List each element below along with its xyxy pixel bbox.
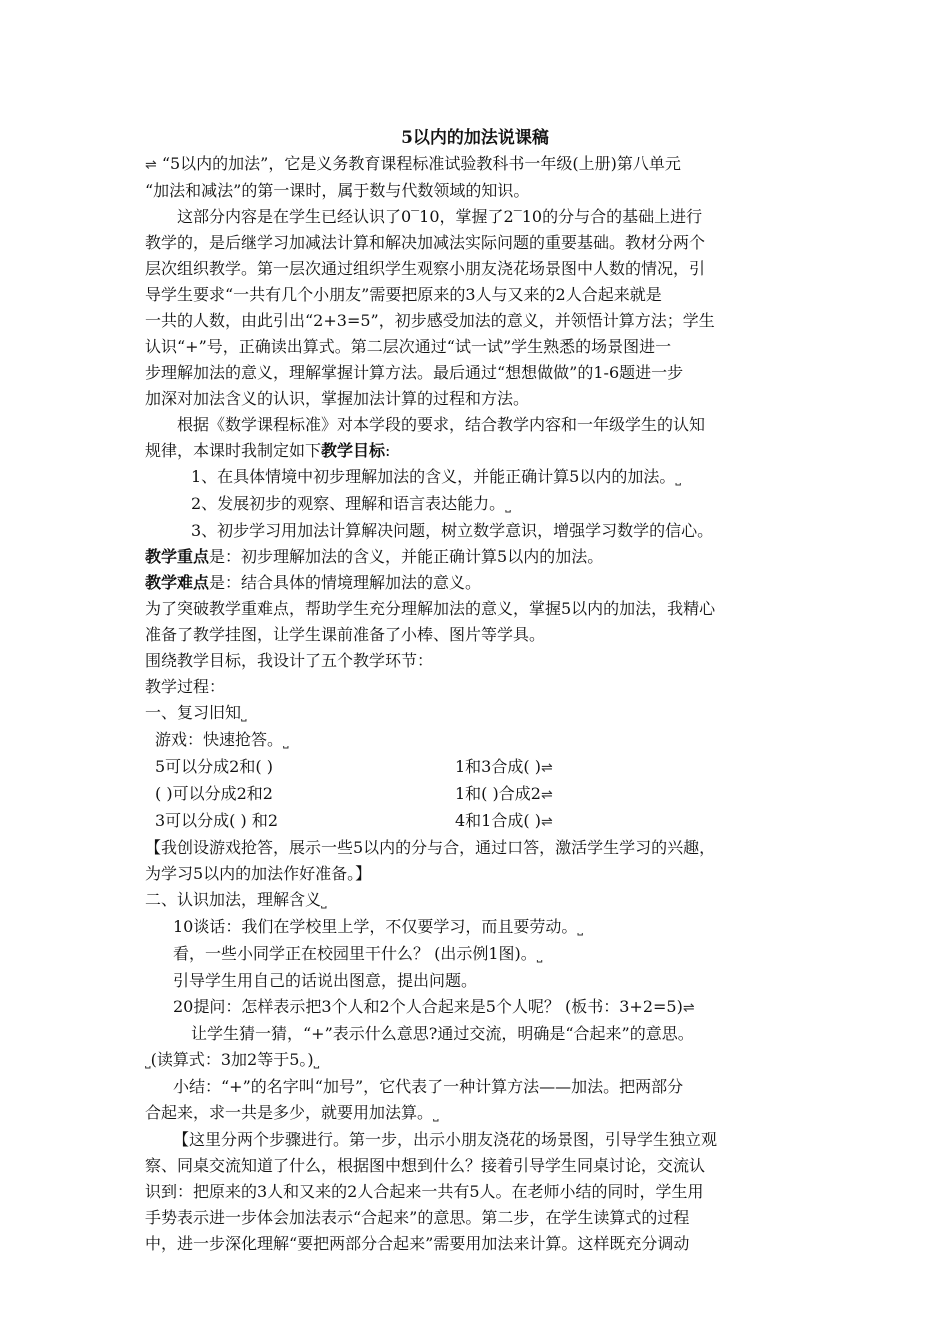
goal-1: 1、在具体情境中初步理解加法的含义，并能正确计算5以内的加法。⎵: [191, 467, 681, 486]
exercise-cell: 1和3合成( )⇌: [455, 757, 553, 776]
exercise-cell: 4和1合成( )⇌: [455, 811, 553, 830]
process-label: 教学过程：: [145, 677, 226, 696]
para2-line-1: 根据《数学课程标准》对本学段的要求，结合教学内容和一年级学生的认知: [177, 415, 706, 434]
game-line: 游戏：快速抢答。⎵: [155, 730, 289, 749]
goal-2: 2、发展初步的观察、理解和语言表达能力。⎵: [191, 494, 511, 513]
intro-line-1: ⇌ “5以内的加法”，它是义务教育课程标准试验教科书一年级(上册)第八单元: [145, 154, 681, 173]
note2-line-4: 手势表示进一步体会加法表示“合起来”的意思。第二步，在学生读算式的过程: [145, 1208, 690, 1227]
exercise-row-1: [145, 754, 810, 781]
section-1-heading: 一、复习旧知⎵: [145, 703, 247, 722]
paragraph-mark-icon: ⎵: [321, 893, 327, 909]
para1-line-5: 一共的人数，由此引出“2+3=5”，初步感受加法的意义，并领悟计算方法；学生: [145, 311, 715, 330]
para1-line-4: 导学生要求“一共有几个小朋友”需要把原来的3人与又来的2人合起来就是: [145, 285, 662, 304]
intro-line-2: “加法和减法”的第一课时，属于数与代数领域的知识。: [145, 181, 530, 200]
exercise-cell: 5可以分成2和( ): [155, 757, 273, 776]
para3-line-1: 为了突破教学重难点，帮助学生充分理解加法的意义，掌握5以内的加法，我精心: [145, 599, 716, 618]
difficult-label: 教学难点: [145, 573, 210, 592]
document-body: [145, 151, 810, 1257]
exercise-row-2: [145, 781, 810, 808]
s2-line-5: 让学生猜一猜，“+”表示什么意思?通过交流，明确是“合起来”的意思。: [191, 1024, 694, 1043]
goals-label: 教学目标: [321, 441, 386, 460]
note2-line-2: 察、同桌交流知道了什么，根据图中想到什么？接着引导学生同桌讨论，交流认: [145, 1156, 706, 1175]
section-2-heading: 二、认识加法，理解含义⎵: [145, 890, 327, 909]
s2-line-6: ⎵(读算式：3加2等于5。)⎵: [145, 1050, 320, 1069]
s2-line-1: 10谈话：我们在学校里上学，不仅要学习，而且要劳动。⎵: [173, 917, 583, 936]
note2-line-3: 识到：把原来的3人和又来的2人合起来一共有5人。在老师小结的同时，学生用: [145, 1182, 704, 1201]
key-point: 教学重点是：初步理解加法的含义，并能正确计算5以内的加法。: [145, 547, 604, 566]
s2-line-2: 看，一些小同学正在校园里干什么？ (出示例1图)。⎵: [173, 944, 543, 963]
note2-line-5: 中，进一步深化理解“要把两部分合起来”需要用加法来计算。这样既充分调动: [145, 1234, 690, 1253]
paragraph-mark-icon: ⎵: [145, 1053, 151, 1069]
para1-line-1: 这部分内容是在学生已经认识了0‾10，掌握了2‾10的分与合的基础上进行: [177, 207, 703, 226]
paragraph-mark-icon: ⎵: [241, 706, 247, 722]
exercise-cell: 1和( )合成2⇌: [455, 784, 553, 803]
difficult-point: 教学难点是：结合具体的情境理解加法的意义。: [145, 573, 482, 592]
paragraph-mark-icon: ⎵: [536, 947, 543, 963]
paragraph-mark-icon: ⎵: [675, 470, 681, 486]
paragraph-mark-icon: ⎵: [505, 497, 511, 513]
exercise-cell: ( )可以分成2和2: [155, 784, 273, 803]
para1-line-6: 认识“+”号，正确读出算式。第二层次通过“试一试”学生熟悉的场景图进一: [145, 337, 672, 356]
paragraph-mark-icon: ⎵: [313, 1053, 320, 1069]
para1-line-2: 教学的，是后继学习加减法计算和解决加减法实际问题的重要基础。教材分两个: [145, 233, 706, 252]
key-label: 教学重点: [145, 547, 210, 566]
document-title: 5以内的加法说课稿: [401, 128, 549, 148]
summary-line-1: 小结：“+”的名字叫“加号”，它代表了一种计算方法——加法。把两部分: [173, 1077, 684, 1096]
para4: 围绕教学目标，我设计了五个教学环节：: [145, 651, 434, 670]
para3-line-2: 准备了教学挂图，让学生课前准备了小棒、图片等学具。: [145, 625, 546, 644]
exercise-row-3: [145, 808, 810, 835]
paragraph-mark-icon: ⎵: [577, 920, 583, 936]
para1-line-3: 层次组织教学。第一层次通过组织学生观察小朋友浇花场景图中人数的情况，引: [145, 259, 706, 278]
goal-3: 3、初步学习用加法计算解决问题，树立数学意识，增强学习数学的信心。: [191, 521, 714, 540]
paragraph-mark-icon: ⎵: [433, 1106, 439, 1122]
summary-line-2: 合起来，求一共是多少，就要用加法算。⎵: [145, 1103, 439, 1122]
s2-line-3: 引导学生用自己的话说出图意，提出问题。: [173, 971, 478, 990]
para1-line-7: 步理解加法的意义，理解掌握计算方法。最后通过“想想做做”的1-6题进一步: [145, 363, 684, 382]
para2-line-2: 规律，本课时我制定如下教学目标:: [145, 441, 391, 460]
paragraph-mark-icon: ⎵: [283, 733, 289, 749]
exercise-cell: 3可以分成( ) 和2: [155, 811, 279, 830]
note2-line-1: 【这里分两个步骤进行。第一步，出示小朋友浇花的场景图，引导学生独立观: [173, 1130, 718, 1149]
note1-line-1: 【我创设游戏抢答，展示一些5以内的分与合，通过口答，激活学生学习的兴趣，: [145, 838, 716, 857]
s2-line-4: 20提问：怎样表示把3个人和2个人合起来是5个人呢？ (板书：3+2=5)⇌: [173, 997, 695, 1016]
para1-line-8: 加深对加法含义的认识，掌握加法计算的过程和方法。: [145, 389, 530, 408]
note1-line-2: 为学习5以内的加法作好准备。】: [145, 864, 372, 883]
